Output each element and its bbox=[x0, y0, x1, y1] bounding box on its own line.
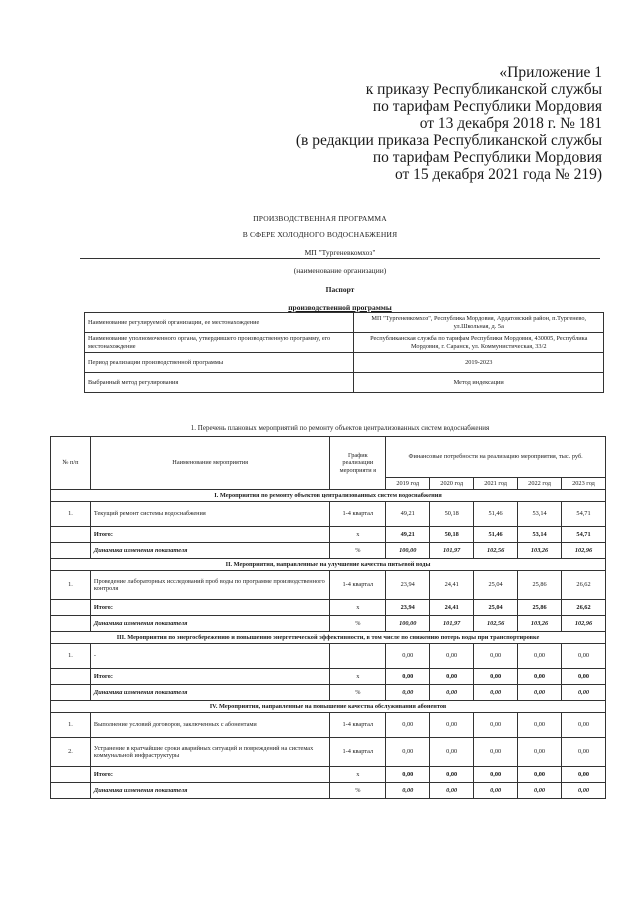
header-name: Наименование мероприятия bbox=[90, 437, 329, 490]
row-value: 0,00 bbox=[430, 767, 474, 783]
row-value: 54,71 bbox=[562, 527, 606, 543]
header-year: 2021 год bbox=[474, 478, 518, 490]
row-value: 102,56 bbox=[474, 616, 518, 632]
row-value: 0,00 bbox=[386, 685, 430, 701]
passport-row bbox=[85, 313, 604, 333]
row-value: 0,00 bbox=[518, 783, 562, 799]
row-value: 0,00 bbox=[518, 644, 562, 669]
row-number bbox=[51, 600, 91, 616]
row-value: 0,00 bbox=[386, 644, 430, 669]
row-value: 23,94 bbox=[386, 571, 430, 600]
program-subtitle: В СФЕРЕ ХОЛОДНОГО ВОДОСНАБЖЕНИЯ bbox=[242, 230, 398, 239]
row-value: 23,94 bbox=[386, 600, 430, 616]
row-schedule: % bbox=[330, 783, 386, 799]
row-name: Динамика изменения показателя bbox=[90, 685, 329, 701]
row-value: 0,00 bbox=[474, 738, 518, 767]
row-value: 25,86 bbox=[518, 600, 562, 616]
row-value: 0,00 bbox=[518, 713, 562, 738]
row-value: 0,00 bbox=[430, 685, 474, 701]
row-value: 100,00 bbox=[386, 616, 430, 632]
passport-row bbox=[85, 353, 604, 373]
passport-label: Период реализации производственной программы bbox=[85, 353, 354, 373]
appendix-header bbox=[262, 64, 602, 183]
row-value: 0,00 bbox=[430, 669, 474, 685]
row-value: 0,00 bbox=[518, 738, 562, 767]
passport-title: Паспорт bbox=[325, 285, 355, 294]
row-value: 53,14 bbox=[518, 502, 562, 527]
header-num: № п/п bbox=[51, 437, 91, 490]
appendix-line: (в редакции приказа Республиканской службы bbox=[295, 132, 602, 149]
row-value: 24,41 bbox=[430, 600, 474, 616]
row-name: Динамика изменения показателя bbox=[90, 543, 329, 559]
row-value: 0,00 bbox=[518, 767, 562, 783]
row-value: 0,00 bbox=[474, 685, 518, 701]
row-number: 1. bbox=[51, 502, 91, 527]
program-title: ПРОИЗВОДСТВЕННАЯ ПРОГРАММА bbox=[253, 214, 387, 223]
appendix-line: от 13 декабря 2018 г. № 181 bbox=[419, 115, 602, 132]
row-value: 50,18 bbox=[430, 527, 474, 543]
row-name: Выполнение условий договоров, заключенных с абонентами bbox=[90, 713, 329, 738]
passport-value: 2019-2023 bbox=[354, 353, 604, 373]
row-value: 53,14 bbox=[518, 527, 562, 543]
row-value: 102,56 bbox=[474, 543, 518, 559]
row-name: Динамика изменения показателя bbox=[90, 616, 329, 632]
table-row bbox=[51, 644, 606, 669]
row-value: 0,00 bbox=[562, 767, 606, 783]
row-number bbox=[51, 783, 91, 799]
row-value: 0,00 bbox=[474, 713, 518, 738]
row-number bbox=[51, 767, 91, 783]
row-value: 26,62 bbox=[562, 571, 606, 600]
row-value: 54,71 bbox=[562, 502, 606, 527]
row-value: 0,00 bbox=[474, 783, 518, 799]
row-value: 25,04 bbox=[474, 600, 518, 616]
row-name: Итого: bbox=[90, 767, 329, 783]
row-value: 102,96 bbox=[562, 543, 606, 559]
row-name: Итого: bbox=[90, 669, 329, 685]
row-value: 0,00 bbox=[474, 767, 518, 783]
table-row bbox=[51, 543, 606, 559]
row-value: 0,00 bbox=[562, 669, 606, 685]
row-schedule bbox=[330, 644, 386, 669]
organization-caption: (наименование организации) bbox=[293, 266, 387, 275]
row-number bbox=[51, 685, 91, 701]
table-row bbox=[51, 738, 606, 767]
row-value: 103,26 bbox=[518, 616, 562, 632]
passport-row bbox=[85, 373, 604, 393]
table-row bbox=[51, 685, 606, 701]
passport-subtitle: производственной программы bbox=[288, 303, 392, 312]
row-schedule: x bbox=[330, 767, 386, 783]
row-schedule: 1-4 квартал bbox=[330, 502, 386, 527]
row-value: 49,21 bbox=[386, 502, 430, 527]
row-number: 1. bbox=[51, 571, 91, 600]
appendix-line: по тарифам Республики Мордовия bbox=[372, 98, 602, 115]
row-value: 0,00 bbox=[430, 713, 474, 738]
row-number: 2. bbox=[51, 738, 91, 767]
row-value: 0,00 bbox=[386, 783, 430, 799]
section-title: III. Мероприятия по энергосбережению и повышению энергетической эффективности, в том числе по снижению потерь воды при транспортировке bbox=[51, 632, 606, 644]
row-value: 102,96 bbox=[562, 616, 606, 632]
row-name: Динамика изменения показателя bbox=[90, 783, 329, 799]
row-value: 0,00 bbox=[562, 685, 606, 701]
table-row bbox=[51, 616, 606, 632]
row-value: 0,00 bbox=[518, 669, 562, 685]
row-value: 0,00 bbox=[386, 767, 430, 783]
row-value: 51,46 bbox=[474, 502, 518, 527]
row-value: 101,97 bbox=[430, 543, 474, 559]
row-schedule: 1-4 квартал bbox=[330, 571, 386, 600]
row-value: 25,86 bbox=[518, 571, 562, 600]
row-number bbox=[51, 527, 91, 543]
row-number bbox=[51, 616, 91, 632]
row-value: 50,18 bbox=[430, 502, 474, 527]
row-schedule: 1-4 квартал bbox=[330, 738, 386, 767]
section-title-row bbox=[51, 701, 606, 713]
row-value: 24,41 bbox=[430, 571, 474, 600]
passport-value: Республиканская служба по тарифам Республики Мордовия, 430005, Республика Мордовия, г. Саранск, ул. Коммунистическая, 33/2 bbox=[354, 333, 604, 353]
table-header-row bbox=[51, 437, 606, 478]
row-schedule: x bbox=[330, 669, 386, 685]
row-value: 0,00 bbox=[430, 783, 474, 799]
table-row bbox=[51, 600, 606, 616]
table-row bbox=[51, 783, 606, 799]
row-value: 0,00 bbox=[518, 685, 562, 701]
row-value: 0,00 bbox=[386, 713, 430, 738]
section-title: I. Мероприятия по ремонту объектов централизованных систем водоснабжения bbox=[51, 490, 606, 502]
row-schedule: x bbox=[330, 527, 386, 543]
passport-label: Наименование регулируемой организации, ее местонахождение bbox=[85, 313, 354, 333]
header-year: 2023 год bbox=[562, 478, 606, 490]
row-schedule: x bbox=[330, 600, 386, 616]
passport-value: МП "Тургеневкомхоз", Республика Мордовия, Ардатовский район, п.Тургенево, ул.Школьная, д. 5а bbox=[354, 313, 604, 333]
passport-row bbox=[85, 333, 604, 353]
row-value: 0,00 bbox=[562, 783, 606, 799]
row-value: 51,46 bbox=[474, 527, 518, 543]
passport-table bbox=[84, 312, 604, 393]
row-value: 100,00 bbox=[386, 543, 430, 559]
row-schedule: % bbox=[330, 543, 386, 559]
row-number: 1. bbox=[51, 713, 91, 738]
section-title: IV. Мероприятия, направленные на повышение качества обслуживания абонентов bbox=[51, 701, 606, 713]
row-schedule: 1-4 квартал bbox=[330, 713, 386, 738]
row-value: 0,00 bbox=[430, 644, 474, 669]
table-row bbox=[51, 527, 606, 543]
row-value: 0,00 bbox=[474, 644, 518, 669]
row-value: 0,00 bbox=[430, 738, 474, 767]
row-value: 0,00 bbox=[386, 738, 430, 767]
passport-label: Выбранный метод регулирования bbox=[85, 373, 354, 393]
row-value: 25,04 bbox=[474, 571, 518, 600]
section-title: II. Мероприятия, направленные на улучшение качества питьевой воды bbox=[51, 559, 606, 571]
row-name: Итого: bbox=[90, 600, 329, 616]
table-row bbox=[51, 502, 606, 527]
section-title-row bbox=[51, 559, 606, 571]
appendix-line: «Приложение 1 bbox=[499, 64, 602, 81]
row-schedule: % bbox=[330, 685, 386, 701]
row-name: Устранение в кратчайшие сроки аварийных ситуаций и повреждений на системах коммунальной инфраструктуры bbox=[90, 738, 329, 767]
organization-name: МП "Тургеневкомхоз" bbox=[304, 248, 376, 257]
section1-title: 1. Перечень плановых мероприятий по ремонту объектов централизованных систем водоснабжения bbox=[190, 424, 490, 432]
appendix-line: по тарифам Республики Мордовия bbox=[372, 149, 602, 166]
header-year: 2022 год bbox=[518, 478, 562, 490]
row-value: 0,00 bbox=[562, 713, 606, 738]
table-row bbox=[51, 571, 606, 600]
table-row bbox=[51, 669, 606, 685]
row-name: Итого: bbox=[90, 527, 329, 543]
row-name: - bbox=[90, 644, 329, 669]
row-number bbox=[51, 669, 91, 685]
header-year: 2019 год bbox=[386, 478, 430, 490]
passport-value: Метод индексации bbox=[354, 373, 604, 393]
section-title-row bbox=[51, 632, 606, 644]
row-name: Текущий ремонт системы водоснабжения bbox=[90, 502, 329, 527]
table-row bbox=[51, 767, 606, 783]
row-value: 0,00 bbox=[386, 669, 430, 685]
header-schedule: График реализации мероприяти я bbox=[330, 437, 386, 490]
appendix-line: от 15 декабря 2021 года № 219) bbox=[394, 166, 602, 183]
table-row bbox=[51, 713, 606, 738]
row-schedule: % bbox=[330, 616, 386, 632]
header-finance: Финансовые потребности на реализацию мероприятия, тыс. руб. bbox=[386, 437, 606, 478]
header-year: 2020 год bbox=[430, 478, 474, 490]
row-value: 0,00 bbox=[562, 644, 606, 669]
row-number: 1. bbox=[51, 644, 91, 669]
row-value: 101,97 bbox=[430, 616, 474, 632]
appendix-line: к приказу Республиканской службы bbox=[365, 81, 602, 98]
section-title-row bbox=[51, 490, 606, 502]
row-number bbox=[51, 543, 91, 559]
row-value: 49,21 bbox=[386, 527, 430, 543]
row-value: 0,00 bbox=[562, 738, 606, 767]
row-name: Проведение лабораторных исследований проб воды по программе производственного контроля bbox=[90, 571, 329, 600]
row-value: 26,62 bbox=[562, 600, 606, 616]
row-value: 103,26 bbox=[518, 543, 562, 559]
passport-label: Наименование уполномоченного органа, утвердившего производственную программу, его местонахождение bbox=[85, 333, 354, 353]
organization-underline bbox=[80, 258, 600, 259]
row-value: 0,00 bbox=[474, 669, 518, 685]
activities-table bbox=[50, 436, 606, 799]
